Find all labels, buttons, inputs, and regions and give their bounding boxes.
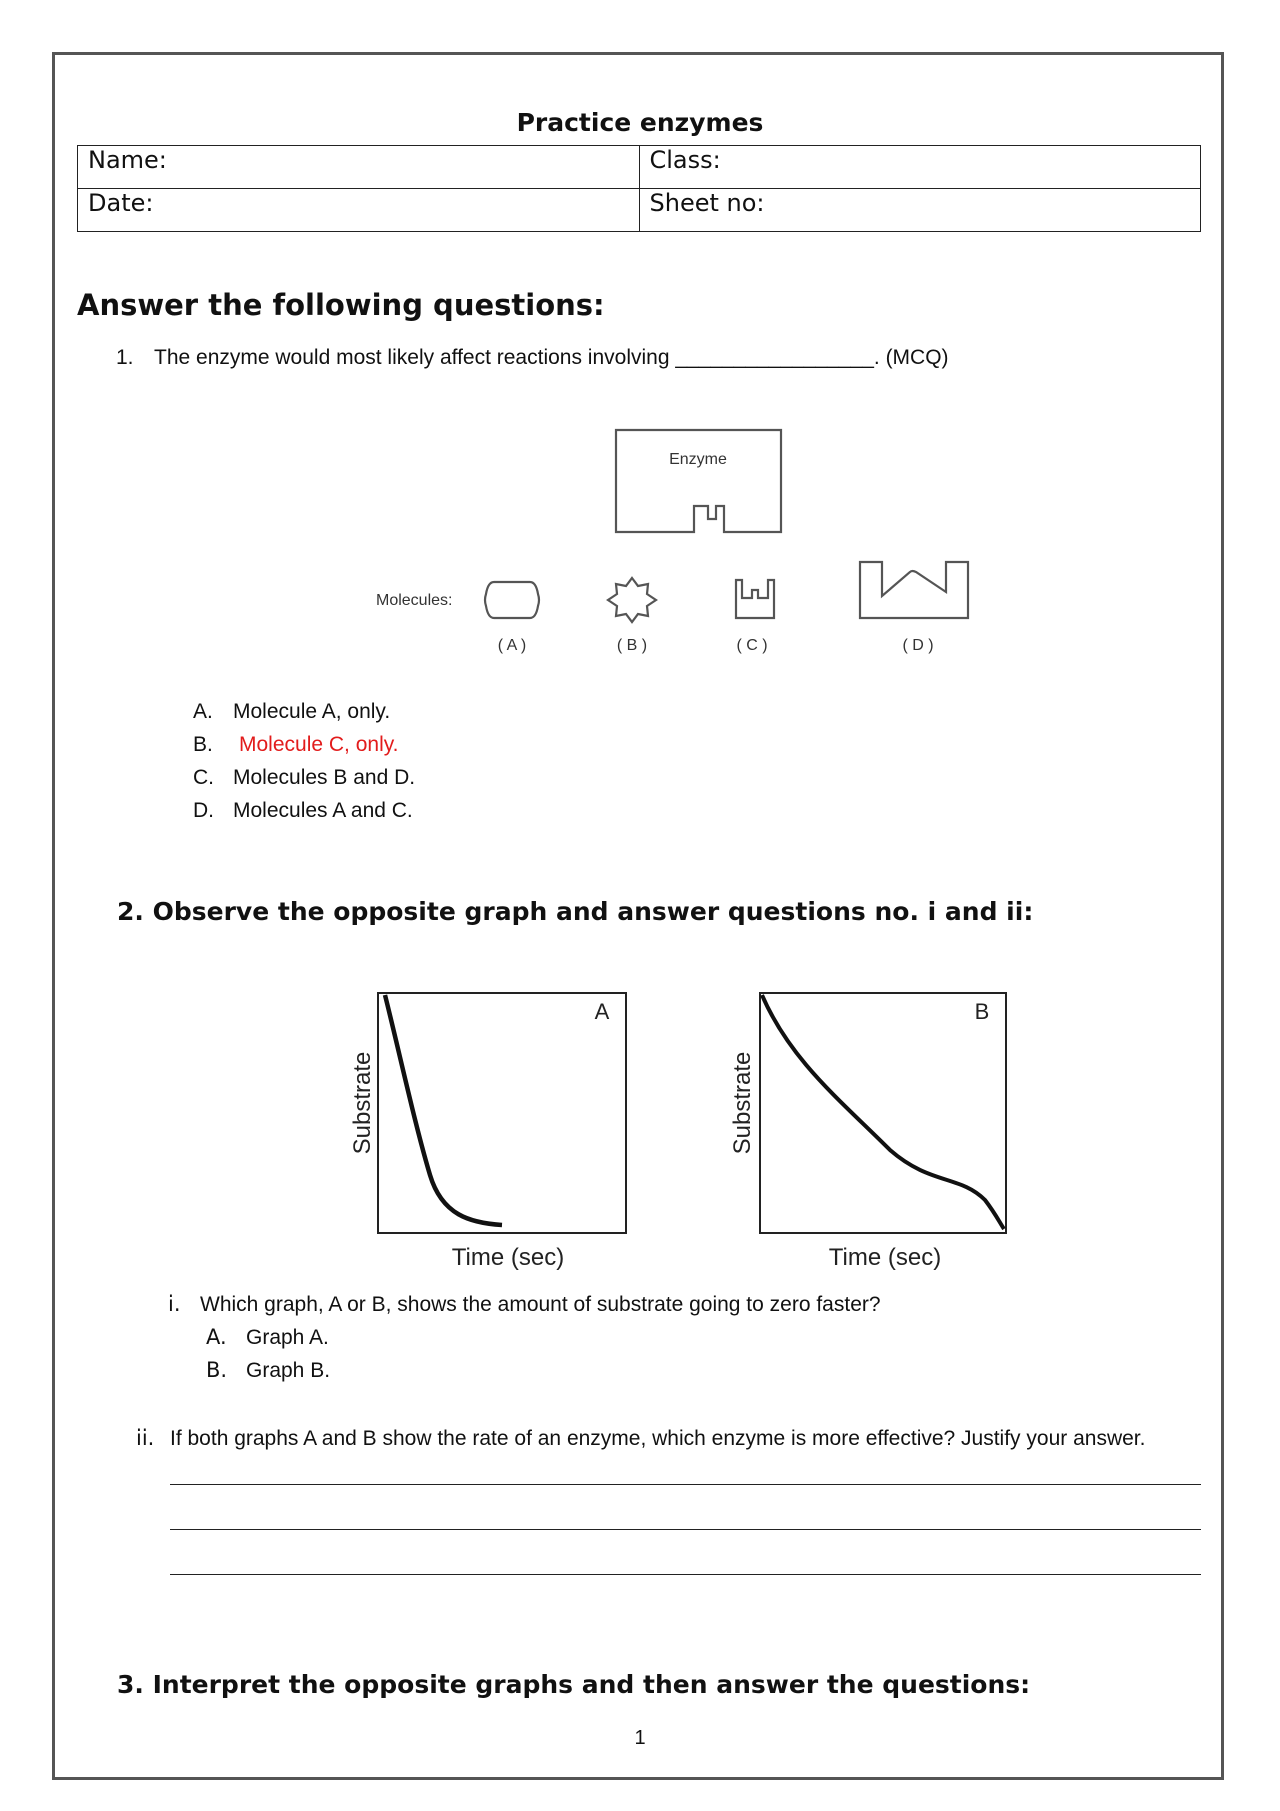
question-1-text: The enzyme would most likely affect reactions involving _________________. (MCQ) [154, 346, 949, 369]
q1-option-a[interactable] [193, 700, 390, 724]
part-ii-text: If both graphs A and B show the rate of an enzyme, which enzyme is more effective? Justify your answer. [170, 1427, 1146, 1450]
molecule-a-shape [485, 582, 539, 618]
enzyme-shape [616, 430, 781, 532]
q1-option-c[interactable] [193, 766, 415, 790]
question-2-part-i [168, 1292, 881, 1317]
option-letter: B. [193, 733, 213, 756]
graph-b-curve [762, 995, 1004, 1229]
molecules-label: Molecules: [376, 592, 453, 609]
part-i-text: Which graph, A or B, shows the amount of substrate going to zero faster? [200, 1293, 881, 1316]
class-cell[interactable]: Class: [639, 146, 1201, 189]
option-text: Molecule A, only. [233, 700, 391, 723]
graph-b-ylabel: Substrate [729, 1051, 756, 1155]
graph-b [720, 985, 1010, 1275]
graph-a-xlabel: Time (sec) [451, 1244, 565, 1271]
page-number: 1 [634, 1727, 646, 1749]
molecule-d-shape [860, 562, 968, 618]
q1-option-d[interactable] [193, 799, 413, 823]
part-i-option-b[interactable] [206, 1358, 330, 1383]
graph-a [340, 985, 630, 1275]
question-3-heading: 3. Interpret the opposite graphs and then answer the questions: [117, 1670, 1031, 1699]
option-letter: D. [193, 799, 214, 822]
graph-b-frame [760, 993, 1006, 1233]
q1-option-b[interactable] [193, 733, 399, 757]
enzyme-molecules-diagram [360, 420, 980, 660]
molecule-b-shape [608, 578, 656, 622]
name-cell[interactable]: Name: [78, 146, 640, 189]
page-title: Practice enzymes [516, 108, 764, 137]
student-info-table [77, 145, 1201, 232]
answer-line-2[interactable] [170, 1529, 1201, 1530]
option-text: Graph B. [246, 1359, 331, 1382]
date-cell[interactable]: Date: [78, 189, 640, 232]
sheet-no-cell[interactable]: Sheet no: [639, 189, 1201, 232]
option-letter: B. [206, 1358, 228, 1382]
option-text: Graph A. [246, 1326, 329, 1349]
graph-a-ylabel: Substrate [349, 1051, 376, 1155]
question-2-heading: 2. Observe the opposite graph and answer questions no. i and ii: [117, 897, 1034, 926]
molecule-c-shape [736, 580, 774, 618]
part-i-option-a[interactable] [206, 1325, 329, 1350]
answer-line-3[interactable] [170, 1574, 1201, 1575]
question-1 [116, 346, 949, 370]
option-letter: A. [206, 1325, 227, 1349]
graph-a-label: A [594, 999, 610, 1024]
section-heading: Answer the following questions: [77, 288, 605, 322]
question-1-number: 1. [116, 346, 134, 369]
graph-a-curve [385, 995, 502, 1225]
answer-line-1[interactable] [170, 1484, 1201, 1485]
molecule-c-label: ( C ) [736, 637, 768, 654]
graph-b-xlabel: Time (sec) [828, 1244, 942, 1271]
enzyme-label: Enzyme [669, 451, 727, 468]
molecule-b-label: ( B ) [616, 637, 648, 654]
molecule-d-label: ( D ) [902, 637, 934, 654]
question-2-part-ii [136, 1426, 1145, 1451]
part-i-numeral: i. [168, 1292, 181, 1316]
option-text-highlighted: Molecule C, only. [239, 733, 399, 756]
graph-b-label: B [974, 999, 990, 1024]
molecule-a-label: ( A ) [497, 637, 527, 654]
option-text: Molecules B and D. [233, 766, 416, 789]
option-letter: A. [193, 700, 213, 723]
part-ii-numeral: ii. [136, 1426, 155, 1450]
option-letter: C. [193, 766, 214, 789]
option-text: Molecules A and C. [233, 799, 413, 822]
